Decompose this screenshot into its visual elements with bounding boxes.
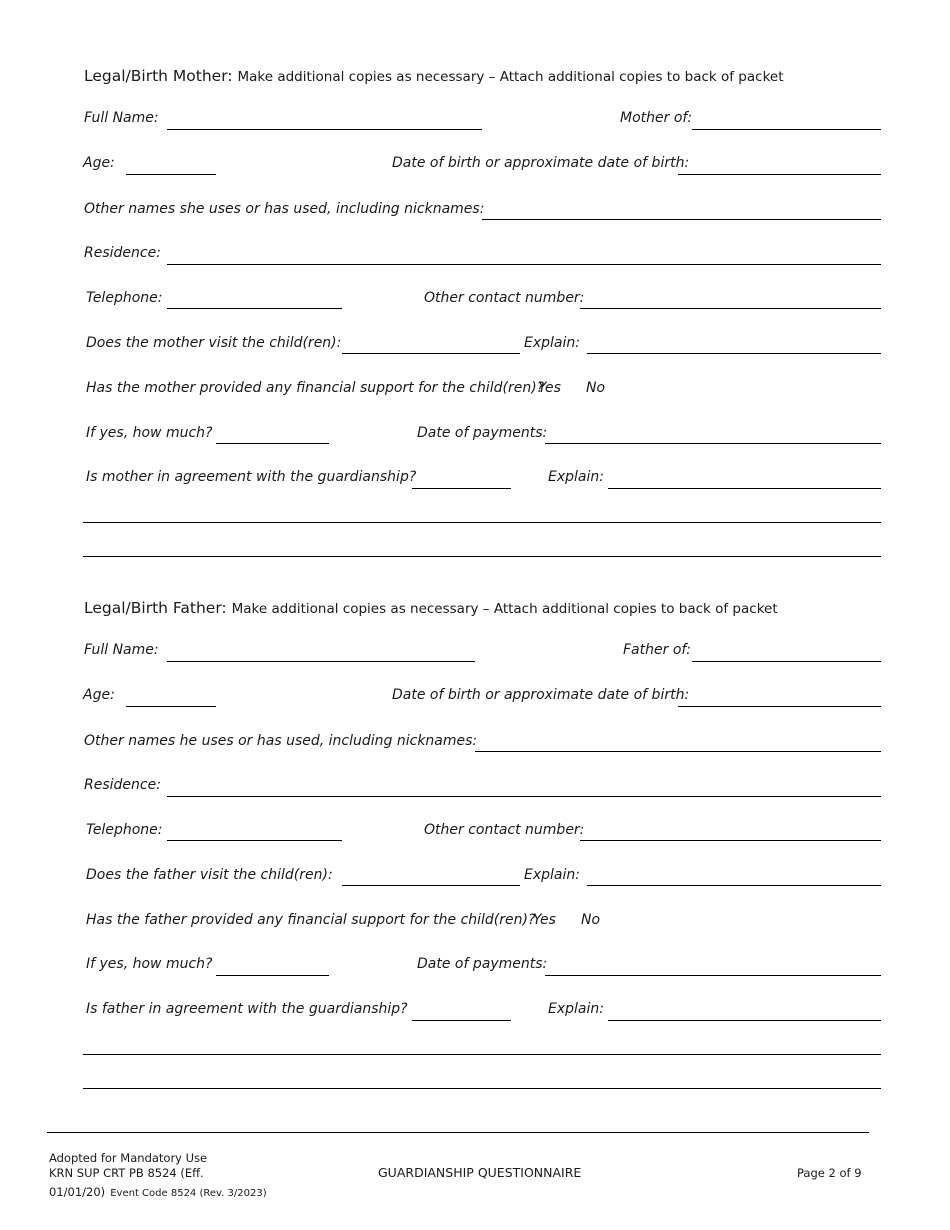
mother-residence-label: Residence: bbox=[84, 245, 161, 261]
father-payment-dates-label: Date of payments: bbox=[417, 956, 548, 972]
father-other-contact-field[interactable] bbox=[580, 820, 881, 841]
mother-age-field[interactable] bbox=[126, 154, 216, 175]
mother-visit-explain-field[interactable] bbox=[587, 333, 881, 354]
father-heading-title: Legal/Birth Father: bbox=[84, 599, 227, 617]
father-heading bbox=[84, 599, 778, 617]
father-visit-explain-label: Explain: bbox=[524, 867, 580, 883]
mother-support-no[interactable]: No bbox=[586, 380, 606, 396]
father-dob-label: Date of birth or approximate date of birth: bbox=[392, 687, 690, 703]
mother-agreement-field[interactable] bbox=[412, 468, 511, 489]
footer-adopted: Adopted for Mandatory Use bbox=[49, 1151, 208, 1165]
father-visit-explain-field[interactable] bbox=[587, 865, 881, 886]
footer-event-code: Event Code 8524 (Rev. 3/2023) bbox=[110, 1188, 267, 1199]
father-telephone-field[interactable] bbox=[167, 820, 342, 841]
father-support-yes[interactable]: Yes bbox=[533, 912, 556, 928]
father-support-label: Has the father provided any financial support for the child(ren)? bbox=[86, 912, 536, 928]
father-other-names-field[interactable] bbox=[475, 731, 881, 752]
mother-full-name-field[interactable] bbox=[167, 109, 482, 130]
footer-title: GUARDIANSHIP QUESTIONNAIRE bbox=[378, 1165, 582, 1180]
mother-payment-dates-label: Date of payments: bbox=[417, 425, 548, 441]
father-other-contact-label: Other contact number: bbox=[424, 822, 585, 838]
mother-visit-explain-label: Explain: bbox=[524, 335, 580, 351]
father-heading-note: Make additional copies as necessary – Attach additional copies to back of packet bbox=[231, 601, 778, 617]
father-how-much-field[interactable] bbox=[216, 955, 329, 976]
footer-divider bbox=[47, 1132, 869, 1133]
father-explain-line-1[interactable] bbox=[83, 1034, 881, 1055]
father-full-name-field[interactable] bbox=[167, 641, 475, 662]
father-agreement-explain-label: Explain: bbox=[548, 1001, 604, 1017]
father-other-names-label: Other names he uses or has used, including nicknames: bbox=[84, 733, 478, 749]
mother-agreement-label: Is mother in agreement with the guardianship? bbox=[86, 469, 417, 485]
father-of-field[interactable] bbox=[692, 641, 881, 662]
mother-telephone-field[interactable] bbox=[167, 288, 342, 309]
father-explain-line-2[interactable] bbox=[83, 1068, 881, 1089]
mother-of-label: Mother of: bbox=[620, 110, 693, 126]
footer-effective-line bbox=[49, 1181, 267, 1200]
mother-of-field[interactable] bbox=[692, 109, 881, 130]
father-how-much-label: If yes, how much? bbox=[86, 956, 213, 972]
mother-other-names-label: Other names she uses or has used, including nicknames: bbox=[84, 201, 485, 217]
mother-agreement-explain-field[interactable] bbox=[608, 468, 881, 489]
father-age-label: Age: bbox=[83, 687, 115, 703]
mother-dob-field[interactable] bbox=[678, 154, 881, 175]
father-residence-field[interactable] bbox=[167, 776, 881, 797]
father-of-label: Father of: bbox=[623, 642, 692, 658]
mother-other-names-field[interactable] bbox=[482, 199, 881, 220]
father-full-name-label: Full Name: bbox=[84, 642, 159, 658]
father-agreement-label: Is father in agreement with the guardianship? bbox=[86, 1001, 408, 1017]
mother-dob-label: Date of birth or approximate date of birth: bbox=[392, 155, 690, 171]
mother-heading-note: Make additional copies as necessary – Attach additional copies to back of packet bbox=[237, 69, 784, 85]
mother-support-label: Has the mother provided any financial support for the child(ren)? bbox=[86, 380, 545, 396]
mother-other-contact-label: Other contact number: bbox=[424, 290, 585, 306]
father-visit-label: Does the father visit the child(ren): bbox=[86, 867, 333, 883]
mother-telephone-label: Telephone: bbox=[86, 290, 163, 306]
mother-visit-label: Does the mother visit the child(ren): bbox=[86, 335, 342, 351]
father-residence-label: Residence: bbox=[84, 777, 161, 793]
footer-effective: 01/01/20) bbox=[49, 1185, 106, 1199]
father-agreement-field[interactable] bbox=[412, 1000, 511, 1021]
mother-age-label: Age: bbox=[83, 155, 115, 171]
mother-how-much-label: If yes, how much? bbox=[86, 425, 213, 441]
mother-visit-field[interactable] bbox=[342, 333, 520, 354]
mother-other-contact-field[interactable] bbox=[580, 288, 881, 309]
mother-explain-line-2[interactable] bbox=[83, 536, 881, 557]
mother-full-name-label: Full Name: bbox=[84, 110, 159, 126]
father-telephone-label: Telephone: bbox=[86, 822, 163, 838]
father-dob-field[interactable] bbox=[678, 686, 881, 707]
father-age-field[interactable] bbox=[126, 686, 216, 707]
father-payment-dates-field[interactable] bbox=[545, 955, 881, 976]
mother-heading-title: Legal/Birth Mother: bbox=[84, 67, 233, 85]
mother-how-much-field[interactable] bbox=[216, 423, 329, 444]
father-support-no[interactable]: No bbox=[581, 912, 601, 928]
mother-residence-field[interactable] bbox=[167, 244, 881, 265]
mother-heading bbox=[84, 67, 784, 85]
mother-payment-dates-field[interactable] bbox=[545, 423, 881, 444]
footer-form-number: KRN SUP CRT PB 8524 (Eff. bbox=[49, 1166, 204, 1180]
mother-support-yes[interactable]: Yes bbox=[538, 380, 561, 396]
mother-agreement-explain-label: Explain: bbox=[548, 469, 604, 485]
father-visit-field[interactable] bbox=[342, 865, 520, 886]
father-agreement-explain-field[interactable] bbox=[608, 1000, 881, 1021]
mother-explain-line-1[interactable] bbox=[83, 502, 881, 523]
footer-page-number: Page 2 of 9 bbox=[797, 1166, 862, 1180]
